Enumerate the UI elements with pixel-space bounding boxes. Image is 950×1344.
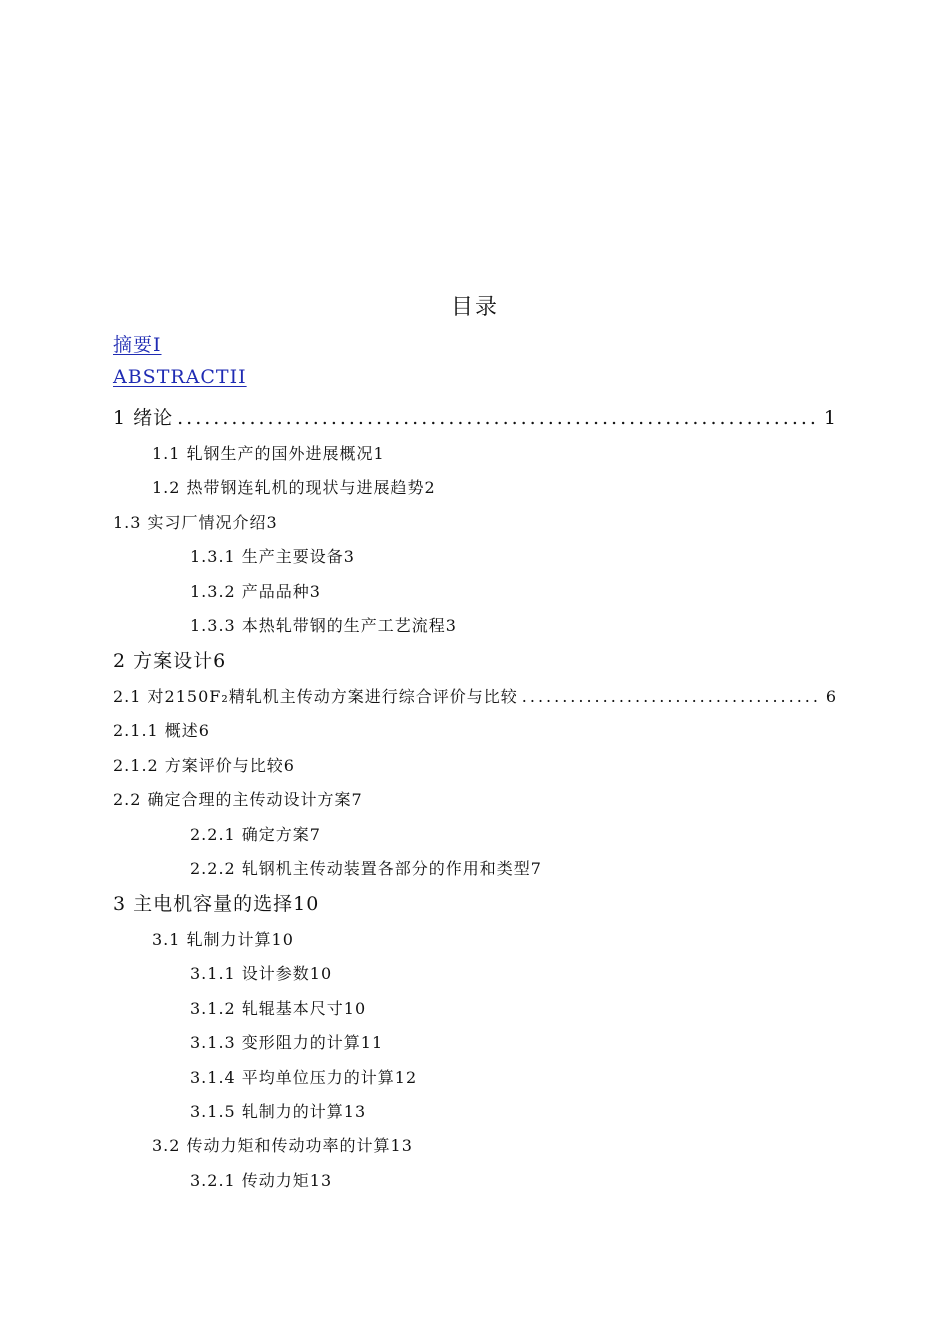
toc-entry-text: 3.1.2 轧辊基本尺寸10 xyxy=(190,999,367,1018)
toc-entry-text: 1 绪论 xyxy=(113,407,174,429)
toc-entry-text: 2.2.2 轧钢机主传动装置各部分的作用和类型7 xyxy=(190,859,542,878)
toc-entry-3-1-3[interactable] xyxy=(190,1030,383,1053)
toc-entry-3-1[interactable] xyxy=(152,927,294,950)
toc-entry-2-2-1[interactable] xyxy=(190,822,321,845)
toc-entry-text: 2.1 对2150F₂精轧机主传动方案进行综合评价与比较 xyxy=(113,687,518,706)
toc-entry-text: 2 方案设计6 xyxy=(113,650,227,672)
toc-leader-dots xyxy=(522,687,822,706)
toc-entry-text: 1.3.2 产品品种3 xyxy=(190,582,321,601)
toc-entry-text: 3.1 轧制力计算10 xyxy=(152,930,294,949)
toc-entry-2-2[interactable] xyxy=(113,787,363,810)
toc-entry-1-3-2[interactable] xyxy=(190,579,321,602)
toc-entry-3-1-1[interactable] xyxy=(190,961,332,984)
toc-title: 目录 xyxy=(450,295,499,320)
toc-entry-1-3[interactable] xyxy=(113,510,278,533)
toc-entry-text: 1.3.3 本热轧带钢的生产工艺流程3 xyxy=(190,616,457,635)
toc-entry-text: 3.1.4 平均单位压力的计算12 xyxy=(190,1068,418,1087)
toc-entry-chapter-3[interactable] xyxy=(113,889,319,916)
toc-entry-text: 2.1.1 概述6 xyxy=(113,721,210,740)
toc-entry-3-1-2[interactable] xyxy=(190,996,366,1019)
toc-entry-text: 1.1 轧钢生产的国外进展概况1 xyxy=(152,444,385,463)
toc-entry-2-1-1[interactable] xyxy=(113,718,210,741)
toc-entry-text: 3.1.5 轧制力的计算13 xyxy=(190,1102,367,1121)
toc-entry-text: 2.2 确定合理的主传动设计方案7 xyxy=(113,790,363,809)
toc-entry-3-2-1[interactable] xyxy=(190,1168,332,1191)
toc-entry-page: 1 xyxy=(823,407,837,429)
toc-entry-chapter-1[interactable] xyxy=(113,403,837,430)
toc-entry-2-2-2[interactable] xyxy=(190,856,542,879)
toc-entry-abstract-cn[interactable] xyxy=(113,330,162,357)
toc-entry-page: 6 xyxy=(825,687,837,706)
toc-entry-text: 1.3.1 生产主要设备3 xyxy=(190,547,355,566)
toc-entry-text: ABSTRACTII xyxy=(113,366,247,388)
toc-entry-1-3-3[interactable] xyxy=(190,613,457,636)
toc-entry-text: 1.2 热带钢连轧机的现状与进展趋势2 xyxy=(152,478,436,497)
toc-entry-3-2[interactable] xyxy=(152,1133,413,1156)
toc-entry-3-1-5[interactable] xyxy=(190,1099,366,1122)
toc-entry-text: 2.1.2 方案评价与比较6 xyxy=(113,756,295,775)
toc-entry-text: 3.1.1 设计参数10 xyxy=(190,964,333,983)
toc-entry-text: 3.1.3 变形阻力的计算11 xyxy=(190,1033,384,1052)
toc-entry-1-2[interactable] xyxy=(152,475,436,498)
toc-entry-2-1[interactable] xyxy=(113,684,837,707)
toc-entry-abstract-en[interactable] xyxy=(113,366,247,388)
toc-entry-1-1[interactable] xyxy=(152,441,385,464)
toc-entry-text: 3.2 传动力矩和传动功率的计算13 xyxy=(152,1136,413,1155)
toc-entry-2-1-2[interactable] xyxy=(113,753,295,776)
toc-entry-text: 3 主电机容量的选择10 xyxy=(113,893,320,915)
toc-entry-3-1-4[interactable] xyxy=(190,1065,417,1088)
toc-leader-dots xyxy=(177,407,820,429)
toc-entry-chapter-2[interactable] xyxy=(113,646,226,673)
toc-entry-1-3-1[interactable] xyxy=(190,544,355,567)
toc-entry-text: 3.2.1 传动力矩13 xyxy=(190,1171,333,1190)
toc-entry-text: 摘要I xyxy=(113,334,162,356)
toc-entry-text: 2.2.1 确定方案7 xyxy=(190,825,321,844)
toc-entry-text: 1.3 实习厂情况介绍3 xyxy=(113,513,278,532)
